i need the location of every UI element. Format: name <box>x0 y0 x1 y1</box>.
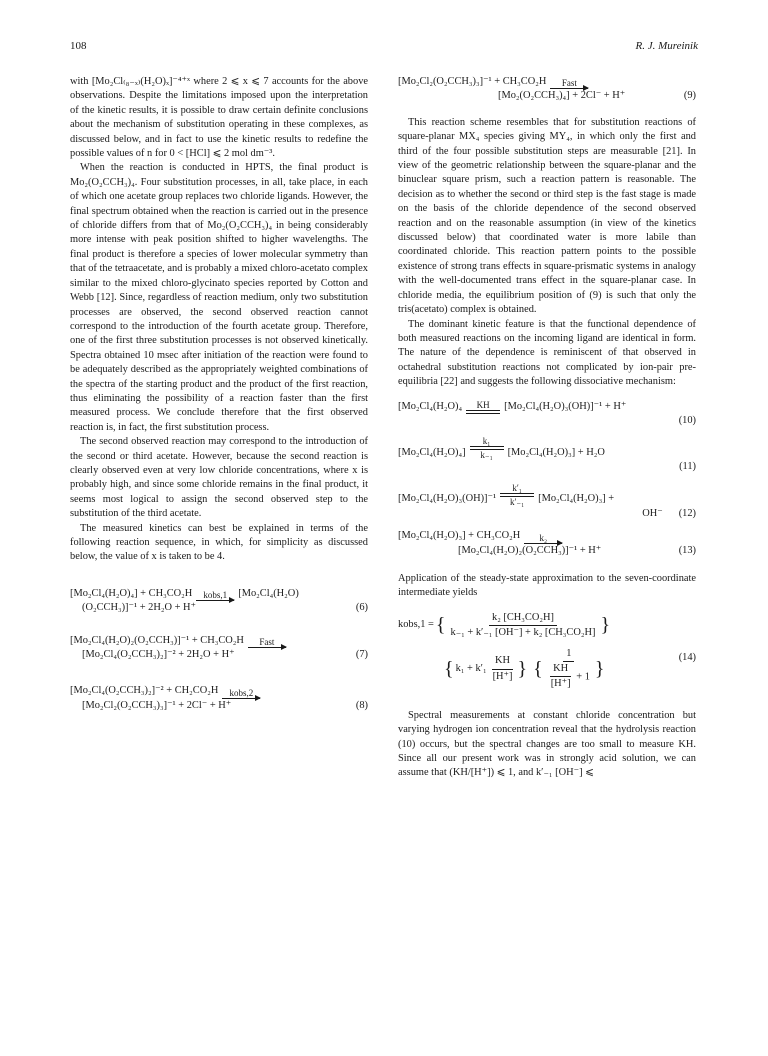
equation-number: (7) <box>355 649 368 661</box>
fraction <box>448 611 599 641</box>
fraction <box>490 654 516 684</box>
reaction-arrow <box>550 78 588 89</box>
product: [Mo₂Cl₄(H₂O)₃] + H₂O <box>507 446 605 458</box>
rate-label: Fast <box>259 637 275 648</box>
product: [Mo₂(O₂CCH₃)₄] + 2Cl⁻ + H⁺ <box>498 90 626 102</box>
reactant: [Mo₂Cl₄(H₂O)₄ <box>398 400 463 412</box>
equation-13 <box>398 529 696 558</box>
product: [Mo₂Cl₄(H₂O)₃] + <box>538 493 615 505</box>
denominator <box>545 662 593 692</box>
product: [Mo₂Cl₄(H₂O)₃(OH)]⁻¹ + H⁺ <box>504 400 627 412</box>
product: [Mo₂Cl₄(O₂CCH₃)₂]⁻² + 2H₂O + H⁺ <box>82 649 235 661</box>
equation-number: (6) <box>355 602 368 614</box>
plus-one: + 1 <box>576 671 590 683</box>
reactant: [Mo₂Cl₂(O₂CCH₃)₃]⁻¹ + CH₃CO₂H <box>398 76 547 87</box>
equation-number: (9) <box>683 90 696 102</box>
equation-number: (10) <box>678 414 696 426</box>
paragraph: Application of the steady-state approximation to the seven-coordinate intermediate yields <box>398 572 696 599</box>
equation-10 <box>398 400 696 429</box>
fraction <box>545 647 593 692</box>
reactant: [Mo₂Cl₄(O₂CCH₃)₂]⁻² + CH₂CO₂H <box>70 685 219 697</box>
denominator: [H⁺] <box>492 670 513 682</box>
lhs: kobs,1 = <box>398 619 434 631</box>
k-sum: k₁ + k′₁ <box>455 663 487 674</box>
equation-9 <box>398 75 696 104</box>
rate-constant: kobs,2 <box>229 687 254 698</box>
equilibrium-arrow <box>500 483 534 507</box>
equation-6 <box>70 587 368 616</box>
paragraph: When the reaction is conducted in HPTS, the final product is Mo₂(O₂CCH₃)₄. Four substitution processes, in all, take place, in each of which one acetate group replaces two chloride ligands. However, the final spectrum obtained when the reaction is carried out in the presence of chloride differs from that of Mo₂(O₂CCH₃)₄ in being considerably more intense with peak position shifted to higher wavelengths. The final product is therefore a species of lower molecular symmetry than that of the tetraacetate, and is probably a mixed chloro-acetato complex similar to the mixed chloro-glycinato species reported by Cotton and Webb [12]. Since, regardless of reaction medium, only two substitution processes are observed, the second observed reaction cannot correspond to the introduction of the fourth acetate group. Therefore, one of the first three substitution processes is not observed kinetically. Spectra obtained 10 msec after initiation of the reaction were found to be adequately described as the appropriately weighted combinations of the spectra of the starting product and the product of the first reaction, thus eliminating the possibility of a reaction faster than the first measured process. We conclude therefore that the first observed reaction is, in fact, the first substitution process. <box>70 162 368 433</box>
rate-label: Fast <box>561 78 577 89</box>
reaction-arrow <box>222 688 260 699</box>
numerator: KH <box>492 654 513 669</box>
equation-12 <box>398 483 696 521</box>
forward-constant: k₁ <box>482 436 491 447</box>
denominator: k₋₁ + k′₋₁ [OH⁻] + k₂ [CH₃CO₂H] <box>450 627 596 639</box>
equilibrium-arrow <box>466 400 500 414</box>
reverse-constant: k′₋₁ <box>509 496 525 507</box>
equation-14: kobs,1 = { $\frac{\text{k₂ [CH₃CO₂H]}}{\text{k₋₁ + k′₋₁ [OH⁻] + k₂ [CH₃CO₂H]}}$ } { k₁ + k′₁ $\frac{KH}{[H^+]}$ } { 1 $\frac{KH}{[H^+]}$ + 1 } (14) <box>398 611 696 697</box>
reactant: [Mo₂Cl₄(H₂O)₃(OH)]⁻¹ <box>398 493 497 505</box>
equation-number: (11) <box>679 461 696 473</box>
equation-11 <box>398 436 696 474</box>
reaction-arrow <box>196 590 234 601</box>
product: [Mo₂Cl₄(H₂O)₂(O₂CCH₃)]⁻¹ + H⁺ <box>458 544 602 556</box>
running-author: R. J. Mureinik <box>635 40 698 52</box>
paragraph: Spectral measurements at constant chloride concentration but varying hydrogen ion concentration reveal that the hydrolysis reaction (10) occurs, but the spectral changes are too small to measure KH. Since all our present work was in strongly acid solution, we can assume that (KH/[H⁺]) ⩽ 1, and k′₋₁ [OH⁻] ⩽ <box>398 709 696 779</box>
fraction <box>548 662 574 692</box>
reactant: [Mo₂Cl₄(H₂O)₄] + CH₃CO₂H <box>70 587 193 599</box>
product-cont: OH⁻ <box>642 507 663 519</box>
product: [Mo₂Cl₄(H₂O) <box>238 587 299 599</box>
equation-7 <box>70 634 368 663</box>
paragraph: with [Mo₂Cl₍₈₋ₓ₎(H₂O)ₓ]⁻⁴⁺ˣ where 2 ⩽ x ⩽ 7 accounts for the above observations. Despite the limitations imposed upon the interpretation of the kinetic results, it is possible to draw certain definite conclusions about the mechanism of substitution operating in these complexes, as discussed below, and in fact to use the kinetic results to redefine the possible values of n for 0 < [HCl] ⩽ 2 mol dm⁻³. <box>70 76 368 160</box>
equation-number: (13) <box>678 544 696 556</box>
paragraph: The dominant kinetic feature is that the functional dependence of both measured reactions on the incoming ligand are identical in form. The nature of the dependence is reminiscent of that observed in octahedral substitution reactions not complicated by ion-pair pre-equilibria [22] and suggests the following dissociative mechanism: <box>398 318 696 388</box>
reactant: [Mo₂Cl₄(H₂O)₂(O₂CCH₃)]⁻¹ + CH₃CO₂H <box>70 634 244 646</box>
numerator: KH <box>550 662 571 677</box>
rate-constant: k₂ <box>539 532 548 543</box>
equation-number: (14) <box>678 651 696 663</box>
paragraph: This reaction scheme resembles that for substitution reactions of square-planar MX₄ species giving MY₄, in which only the first and third of the four possible substitution steps are measurable [21]. In view of the geometric relationship between the square-planar and the binuclear square prism, such a reaction pattern is reasonable. The decision as to whether the second or third step is the fast stage is made on the basis of the chloride dependence of the second observed reaction and on the reasonable assumption (in view of the kinetics discussed below) that coordinated water is more labile than coordinated chloride. This reaction pattern points to the possible existence of strong trans effects in square-prismatic systems in analogy with the well-documented trans effect in the square-planar case. In chloride media, the equilibrium position of (9) is such that only the tris(acetato) complex is obtained. <box>398 116 696 316</box>
reaction-arrow <box>248 637 286 648</box>
denominator: [H⁺] <box>550 678 571 690</box>
right-column <box>398 75 696 781</box>
equation-number: (8) <box>355 699 368 711</box>
paragraph: The second observed reaction may correspond to the introduction of the second or third acetate. However, because the second reaction is clearly observed even at very low chloride concentrations, where x is probably high, and since some chloride remains in the final product, it seems most logical to assign the second observed step to the substitution of the third acetate. <box>70 436 368 520</box>
left-column <box>70 75 368 721</box>
equation-8 <box>70 684 368 713</box>
page-number: 108 <box>70 40 87 52</box>
product: [Mo₂Cl₂(O₂CCH₃)₃]⁻¹ + 2Cl⁻ + H⁺ <box>82 699 232 711</box>
equilibrium-arrow <box>470 436 504 460</box>
reverse-constant: k₋₁ <box>480 450 493 461</box>
equation-number: (12) <box>678 507 696 519</box>
forward-constant: k′₁ <box>512 482 522 493</box>
equilibrium-constant: KH <box>476 399 490 410</box>
paragraph: The measured kinetics can best be explained in terms of the following reaction sequence, in which, for simplicity as discussed below, the value of x is taken to be 4. <box>70 522 368 563</box>
reactant: [Mo₂Cl₄(H₂O)₃] + CH₃CO₂H <box>398 530 521 542</box>
numerator: 1 <box>563 647 574 662</box>
numerator: k₂ [CH₃CO₂H] <box>489 611 557 626</box>
rate-constant: kobs,1 <box>203 590 228 601</box>
reaction-arrow <box>524 533 562 544</box>
reactant: [Mo₂Cl₄(H₂O)₄] <box>398 446 466 458</box>
product-cont: (O₂CCH₃)]⁻¹ + 2H₂O + H⁺ <box>82 602 197 614</box>
